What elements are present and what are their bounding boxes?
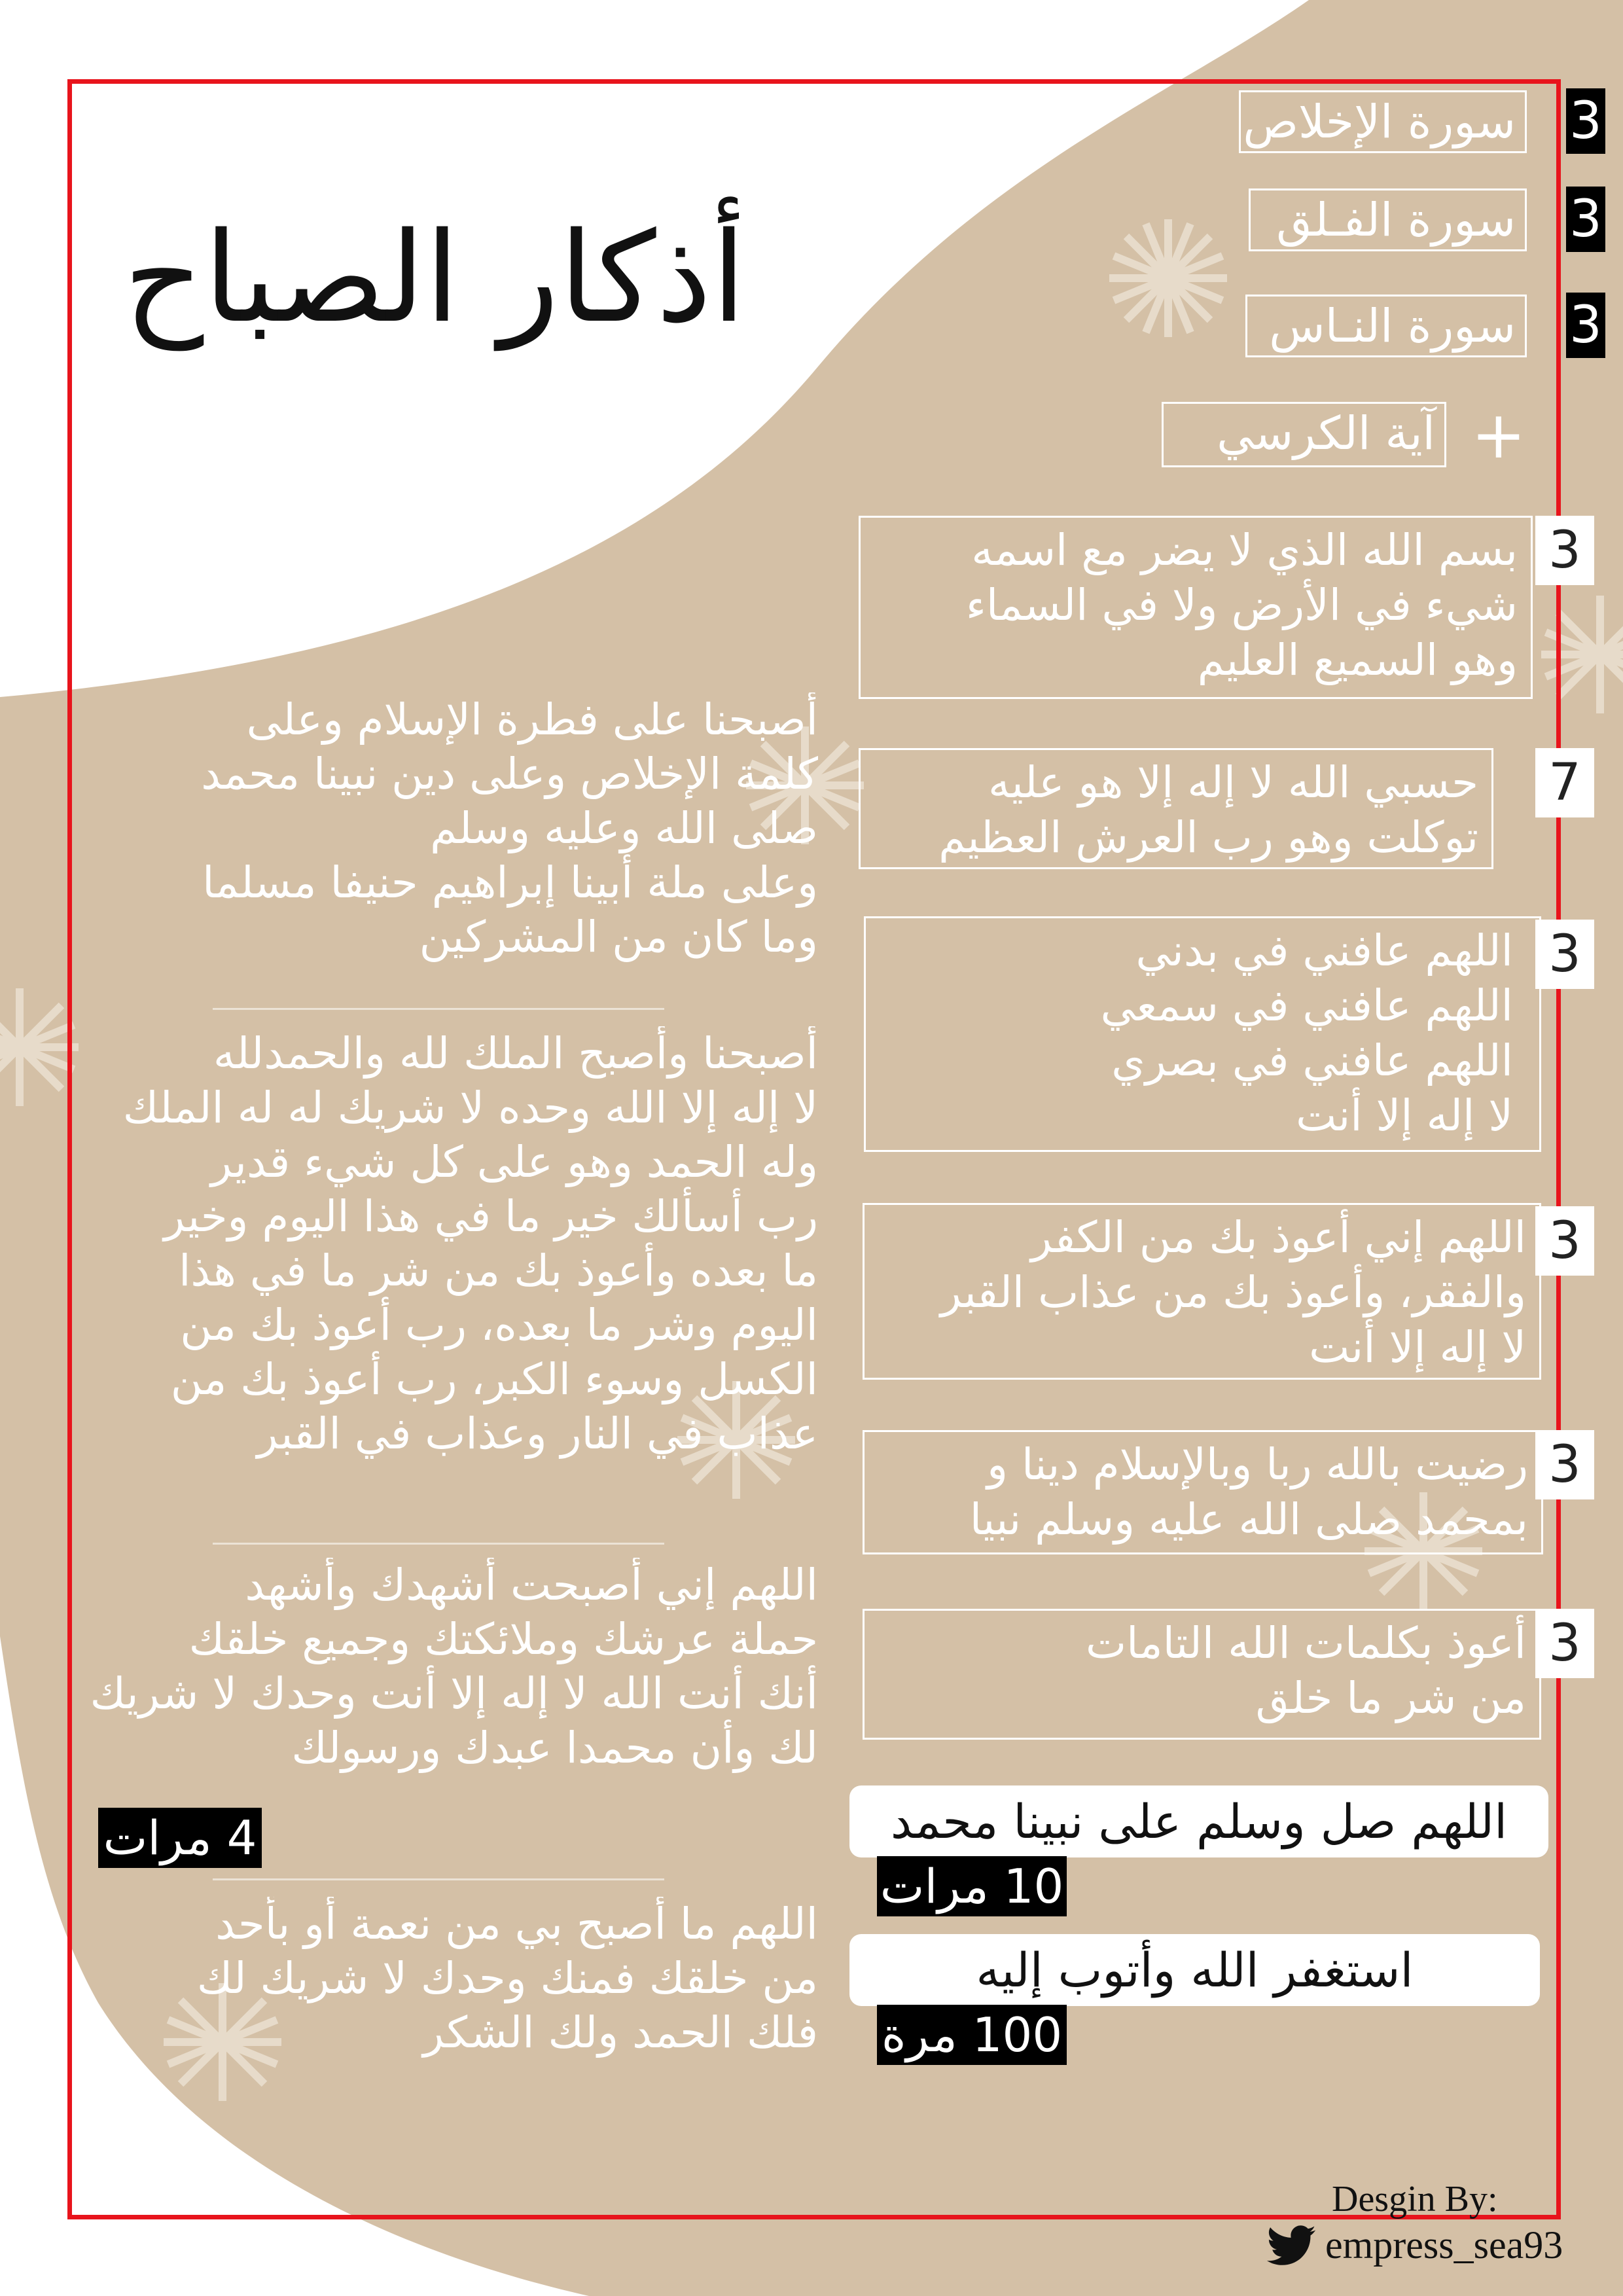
- ayat-kursi-label: آية الكرسي: [1162, 402, 1446, 467]
- dhikr-line: الكسل وسوء الكبر، رب أعوذ بك من: [170, 1354, 818, 1405]
- dhikr-line: أعوذ بكلمات الله التامات: [1086, 1618, 1526, 1668]
- dhikr-line: حسبي الله لا إله إلا هو عليه: [988, 757, 1478, 808]
- dhikr-line: اليوم وشر ما بعده، رب أعوذ بك من: [180, 1300, 818, 1350]
- dhikr-line: ما بعده وأعوذ بك من شر ما في هذا: [179, 1246, 818, 1296]
- dhikr-line: عذاب في النار وعذاب في القبر: [257, 1408, 818, 1459]
- dhikr-line: وما كان من المشركين: [419, 912, 818, 962]
- dhikr-line: وعلى ملة أبينا إبراهيم حنيفا مسلما: [202, 857, 818, 908]
- twitter-bird-icon: [1266, 2225, 1316, 2266]
- dhikr-box: [859, 516, 1533, 699]
- count-badge: 3: [1535, 1430, 1594, 1499]
- count-badge: 3: [1535, 516, 1594, 585]
- dhikr-line: اللهم عافني في سمعي: [1100, 980, 1513, 1031]
- dhikr-line: فلك الحمد ولك الشكر: [423, 2007, 818, 2058]
- dhikr-line: والفقر، وأعوذ بك من عذاب القبر: [940, 1267, 1526, 1318]
- dhikr-line: اللهم إني أصبحت أشهدك وأشهد: [245, 1560, 818, 1610]
- count-badge: 4 مرات: [98, 1808, 262, 1868]
- istighfar-count-badge: 100 مرة: [877, 2005, 1067, 2065]
- dhikr-box: [863, 1203, 1541, 1380]
- dhikr-line: من شر ما خلق: [1255, 1673, 1526, 1723]
- divider: [213, 1543, 664, 1545]
- dhikr-block: [52, 1026, 818, 1461]
- dhikr-line: كلمة الإخلاص وعلى دين نبينا محمد: [201, 749, 818, 799]
- dhikr-box: [864, 916, 1541, 1152]
- dhikr-line: لا إله إلا الله وحده لا شريك له له الملك: [122, 1083, 818, 1133]
- dhikr-line: اللهم عافني في بدني: [1135, 925, 1513, 976]
- dhikr-line: لك وأن محمدا عبدك ورسولك: [291, 1723, 818, 1773]
- dhikr-box: [863, 1609, 1541, 1740]
- divider: [213, 1878, 664, 1880]
- dhikr-line: رب أسألك خير ما في هذا اليوم وخير: [164, 1191, 818, 1242]
- salawat-pill: اللهم صل وسلم على نبينا محمد: [849, 1785, 1548, 1857]
- count-badge: 3: [1535, 920, 1594, 989]
- dhikr-line: بسم الله الذي لا يضر مع اسمه: [971, 525, 1518, 575]
- dhikr-line: حملة عرشك وملائكتك وجميع خلقك: [188, 1614, 818, 1664]
- dhikr-line: شيء في الأرض ولا في السماء: [965, 580, 1518, 630]
- dhikr-line: توكلت وهو رب العرش العظيم: [938, 812, 1478, 863]
- design-credit-label: Desgin By:: [1332, 2179, 1498, 2219]
- count-badge: 3: [1535, 1206, 1594, 1276]
- dhikr-line: وهو السميع العليم: [1197, 635, 1518, 685]
- dhikr-line: اللهم إني أعوذ بك من الكفر: [1031, 1212, 1526, 1263]
- surah-label: سورة الفـلق: [1249, 188, 1527, 251]
- dhikr-line: صلى الله وعليه وسلم: [430, 803, 818, 853]
- dhikr-line: رضيت بالله ربا وبالإسلام دينا و: [987, 1439, 1528, 1490]
- salawat-count-badge: 10 مرات: [877, 1856, 1067, 1916]
- dhikr-line: اللهم عافني في بصري: [1111, 1035, 1513, 1086]
- dhikr-line: بمحمد صلى الله عليه وسلم نبيا: [969, 1494, 1528, 1545]
- count-badge: 7: [1535, 748, 1594, 817]
- design-credit-handle: empress_sea93: [1325, 2223, 1563, 2267]
- dhikr-line: أصبحنا وأصبح الملك لله والحمدلله: [213, 1028, 818, 1079]
- dhikr-block: [52, 692, 818, 964]
- divider: [213, 1008, 664, 1010]
- dhikr-line: اللهم ما أصبح بي من نعمة أو بأحد: [215, 1899, 818, 1949]
- surah-label: سورة الإخلاص: [1239, 90, 1527, 153]
- dhikr-box: [863, 1430, 1543, 1554]
- dhikr-block: [52, 1897, 818, 2060]
- count-badge: 3: [1566, 293, 1605, 358]
- page-title: أذكار الصباح: [123, 206, 746, 350]
- dhikr-line: أصبحنا على فطرة الإسلام وعلى: [246, 694, 818, 745]
- plus-icon: +: [1471, 397, 1526, 473]
- count-badge: 3: [1535, 1609, 1594, 1678]
- dhikr-block: [52, 1558, 818, 1775]
- dhikr-box: [859, 748, 1493, 869]
- count-badge: 3: [1566, 187, 1605, 252]
- dhikr-line: من خلقك فمنك وحدك لا شريك لك: [196, 1953, 818, 2003]
- dhikr-line: أنك أنت الله لا إله إلا أنت وحدك لا شريك: [90, 1668, 818, 1719]
- dhikr-line: لا إله إلا أنت: [1309, 1322, 1526, 1372]
- dhikr-line: وله الحمد وهو على كل شيء قدير: [211, 1137, 818, 1187]
- dhikr-line: لا إله إلا أنت: [1296, 1090, 1513, 1141]
- surah-label: سورة النـاس: [1245, 295, 1527, 357]
- count-badge: 3: [1566, 88, 1605, 154]
- istighfar-pill: استغفر الله وأتوب إليه: [849, 1934, 1540, 2006]
